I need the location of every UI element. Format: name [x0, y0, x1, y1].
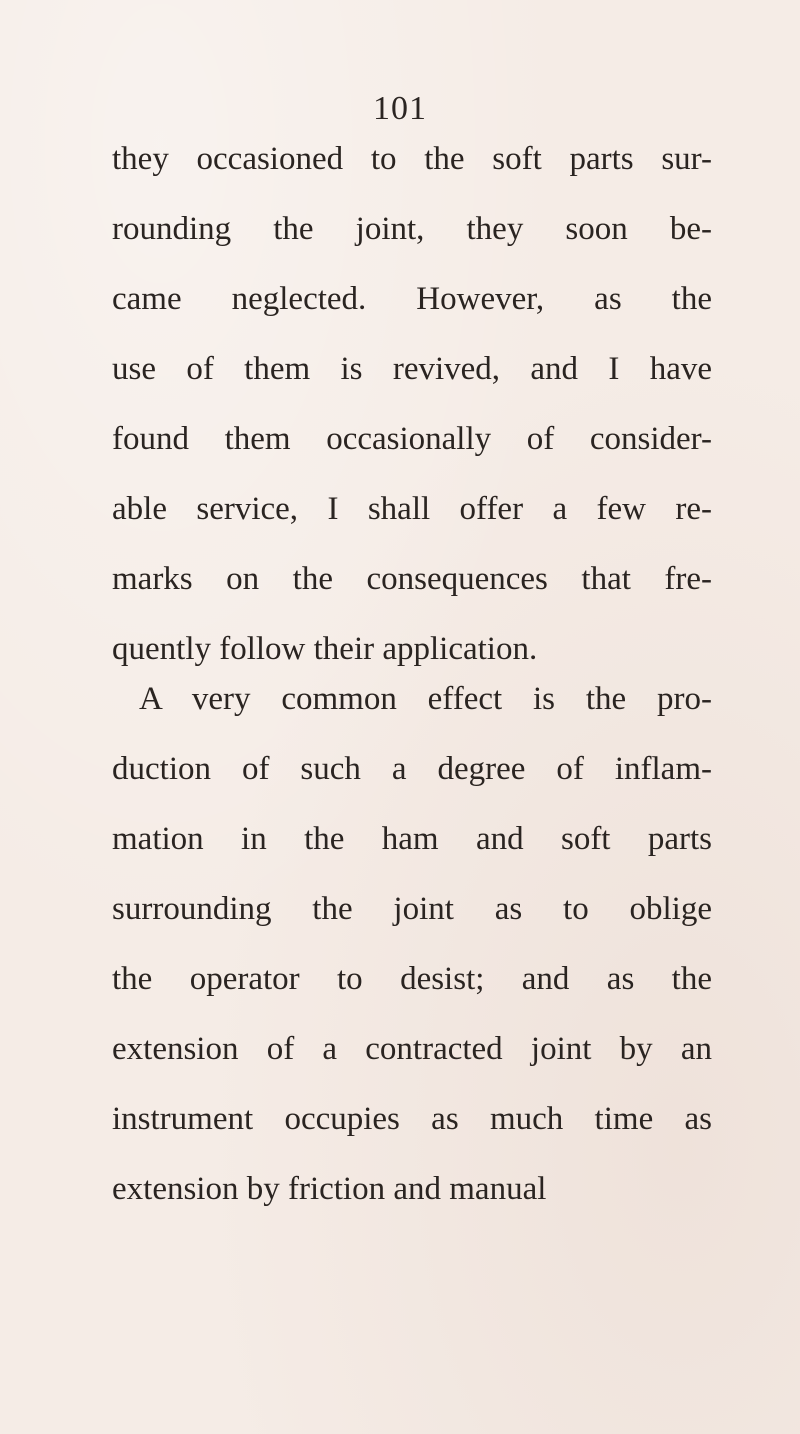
paragraph-line: mation in the ham and soft parts	[112, 821, 712, 857]
page-number: 101	[373, 90, 427, 127]
paragraph-line: able service, I shall offer a few re-	[112, 491, 712, 527]
paragraph-line: extension of a contracted joint by an	[112, 1031, 712, 1067]
paragraph-line: quently follow their application.	[112, 631, 538, 667]
paragraph-line: A very common effect is the pro-	[139, 681, 712, 717]
paragraph-line: extension by friction and manual	[112, 1171, 547, 1207]
paragraph-1	[112, 143, 712, 703]
paragraph-line: came neglected. However, as the	[112, 281, 712, 317]
paragraph-line: rounding the joint, they soon be-	[112, 211, 712, 247]
paragraph-line: found them occasionally of consider-	[112, 421, 712, 457]
paragraph-line: instrument occupies as much time as	[112, 1101, 712, 1137]
paragraph-line: use of them is revived, and I have	[112, 351, 712, 387]
paragraph-line: marks on the consequences that fre-	[112, 561, 712, 597]
paragraph-line: they occasioned to the soft parts sur-	[112, 141, 712, 177]
paragraph-line: duction of such a degree of inflam-	[112, 751, 712, 787]
paragraph-line: the operator to desist; and as the	[112, 961, 712, 997]
paragraph-line: surrounding the joint as to oblige	[112, 891, 712, 927]
paragraph-2	[112, 683, 712, 1243]
